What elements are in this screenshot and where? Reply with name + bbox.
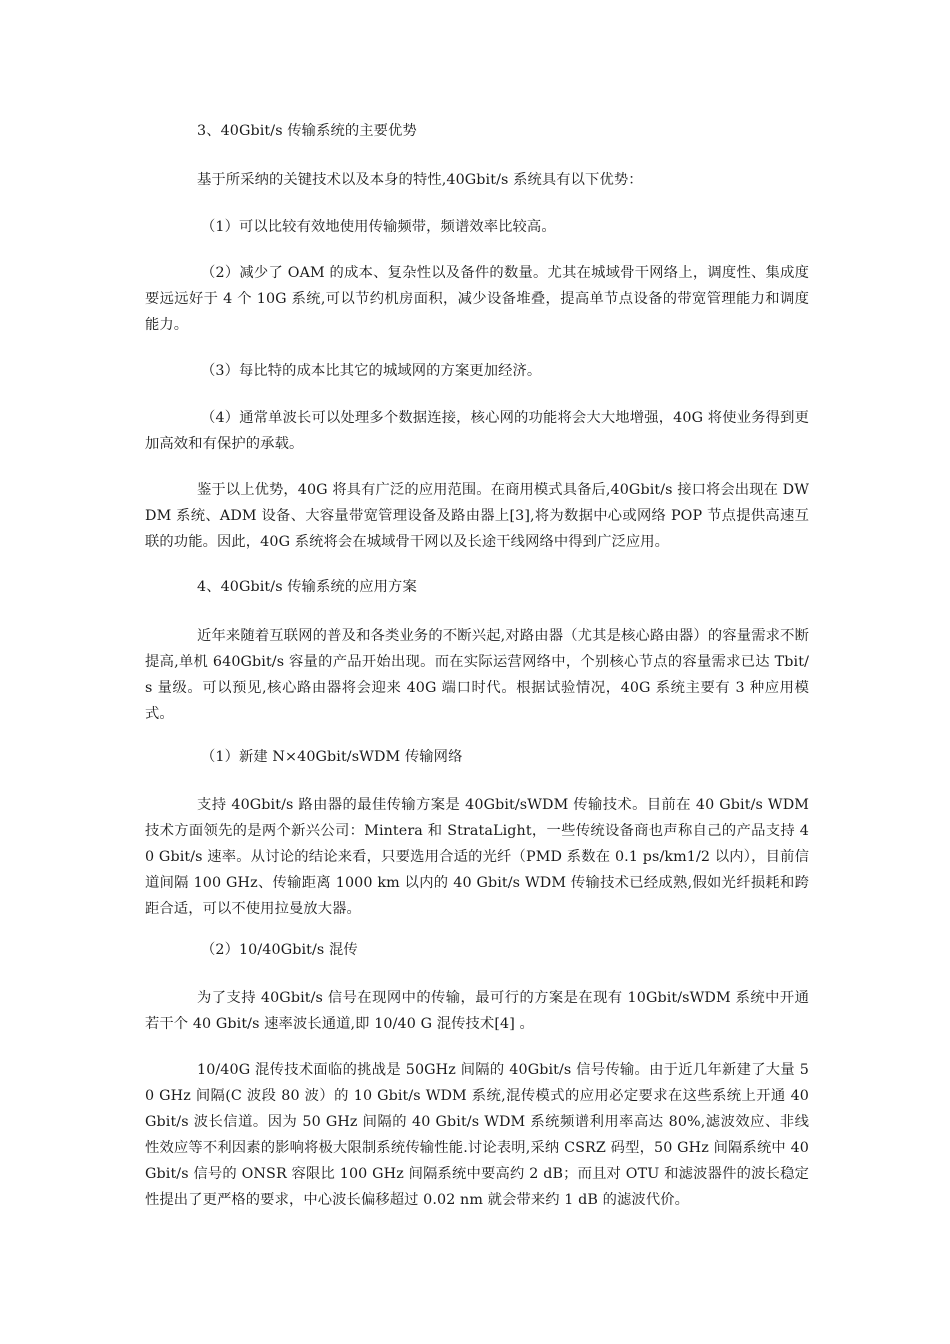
advantage-item-4: （4）通常单波长可以处理多个数据连接，核心网的功能将会大大地增强，40G 将使业务得到更加高效和有保护的承载。 bbox=[145, 410, 809, 452]
mode-item-1: （1）新建 N×40Gbit/sWDM 传输网络 bbox=[201, 749, 463, 765]
paragraph-wdm-solution: 支持 40Gbit/s 路由器的最佳传输方案是 40Gbit/sWDM 传输技术。目前在 40 Gbit/s WDM 技术方面领先的是两个新兴公司：Mintera 和 StrataLight，一些传统设备商也声称自己的产品支持 40 Gbit/s 速率。从讨论的结论来看，只要选用合适的光纤（PMD 系数在 0.1 ps/km1/2 以内），目前信道间隔 100 GHz、传输距离 1000 km 以内的 40 Gbit/s WDM 传输技术已经成熟,假如光纤损耗和跨距合适，可以不使用拉曼放大器。 bbox=[145, 797, 809, 917]
paragraph-intro: 基于所采纳的关键技术以及本身的特性,40Gbit/s 系统具有以下优势： bbox=[197, 172, 643, 188]
advantage-item-3: （3）每比特的成本比其它的城域网的方案更加经济。 bbox=[201, 363, 542, 379]
paragraph-summary: 鉴于以上优势，40G 将具有广泛的应用范围。在商用模式具备后,40Gbit/s 接口将会出现在 DWDM 系统、ADM 设备、大容量带宽管理设备及路由器上[3],将为数据中心或网络 POP 节点提供高速互联的功能。因此，40G 系统将会在城域骨干网以及长途干线网络中得到广泛应用。 bbox=[145, 482, 809, 550]
advantage-item-2: （2）减少了 OAM 的成本、复杂性以及备件的数量。尤其在城域骨干网络上，调度性、集成度要远远好于 4 个 10G 系统,可以节约机房面积，减少设备堆叠，提高单节点设备的带宽管理能力和调度能力。 bbox=[145, 265, 809, 333]
paragraph-mixed-transmission: 为了支持 40Gbit/s 信号在现网中的传输，最可行的方案是在现有 10Gbit/sWDM 系统中开通若干个 40 Gbit/s 速率波长通道,即 10/40 G 混传技术[4] 。 bbox=[145, 990, 809, 1032]
section-heading-3: 3、40Gbit/s 传输系统的主要优势 bbox=[197, 123, 417, 139]
paragraph-challenges: 10/40G 混传技术面临的挑战是 50GHz 间隔的 40Gbit/s 信号传输。由于近几年新建了大量 50 GHz 间隔(C 波段 80 波）的 10 Gbit/s WDM 系统,混传模式的应用必定要求在这些系统上开通 40 Gbit/s 波长信道。因为 50 GHz 间隔的 40 Gbit/s WDM 系统频谱利用率高达 80%,滤波效应、非线性效应等不利因素的影响将极大限制系统传输性能.讨论表明,采纳 CSRZ 码型，50 GHz 间隔系统中 40 Gbit/s 信号的 ONSR 容限比 100 GHz 间隔系统中要高约 2 dB；而且对 OTU 和滤波器件的波长稳定性提出了更严格的要求，中心波长偏移超过 0.02 nm 就会带来约 1 dB 的滤波代价。 bbox=[145, 1062, 809, 1208]
advantage-item-1: （1）可以比较有效地使用传输频带，频谱效率比较高。 bbox=[201, 219, 556, 235]
section-heading-4: 4、40Gbit/s 传输系统的应用方案 bbox=[197, 579, 417, 595]
paragraph-router-demand: 近年来随着互联网的普及和各类业务的不断兴起,对路由器（尤其是核心路由器）的容量需求不断提高,单机 640Gbit/s 容量的产品开始出现。而在实际运营网络中，个别核心节点的容量需求已达 Tbit/s 量级。可以预见,核心路由器将会迎来 40G 端口时代。根据试验情况，40G 系统主要有 3 种应用模式。 bbox=[145, 628, 809, 722]
mode-item-2: （2）10/40Gbit/s 混传 bbox=[201, 942, 358, 958]
